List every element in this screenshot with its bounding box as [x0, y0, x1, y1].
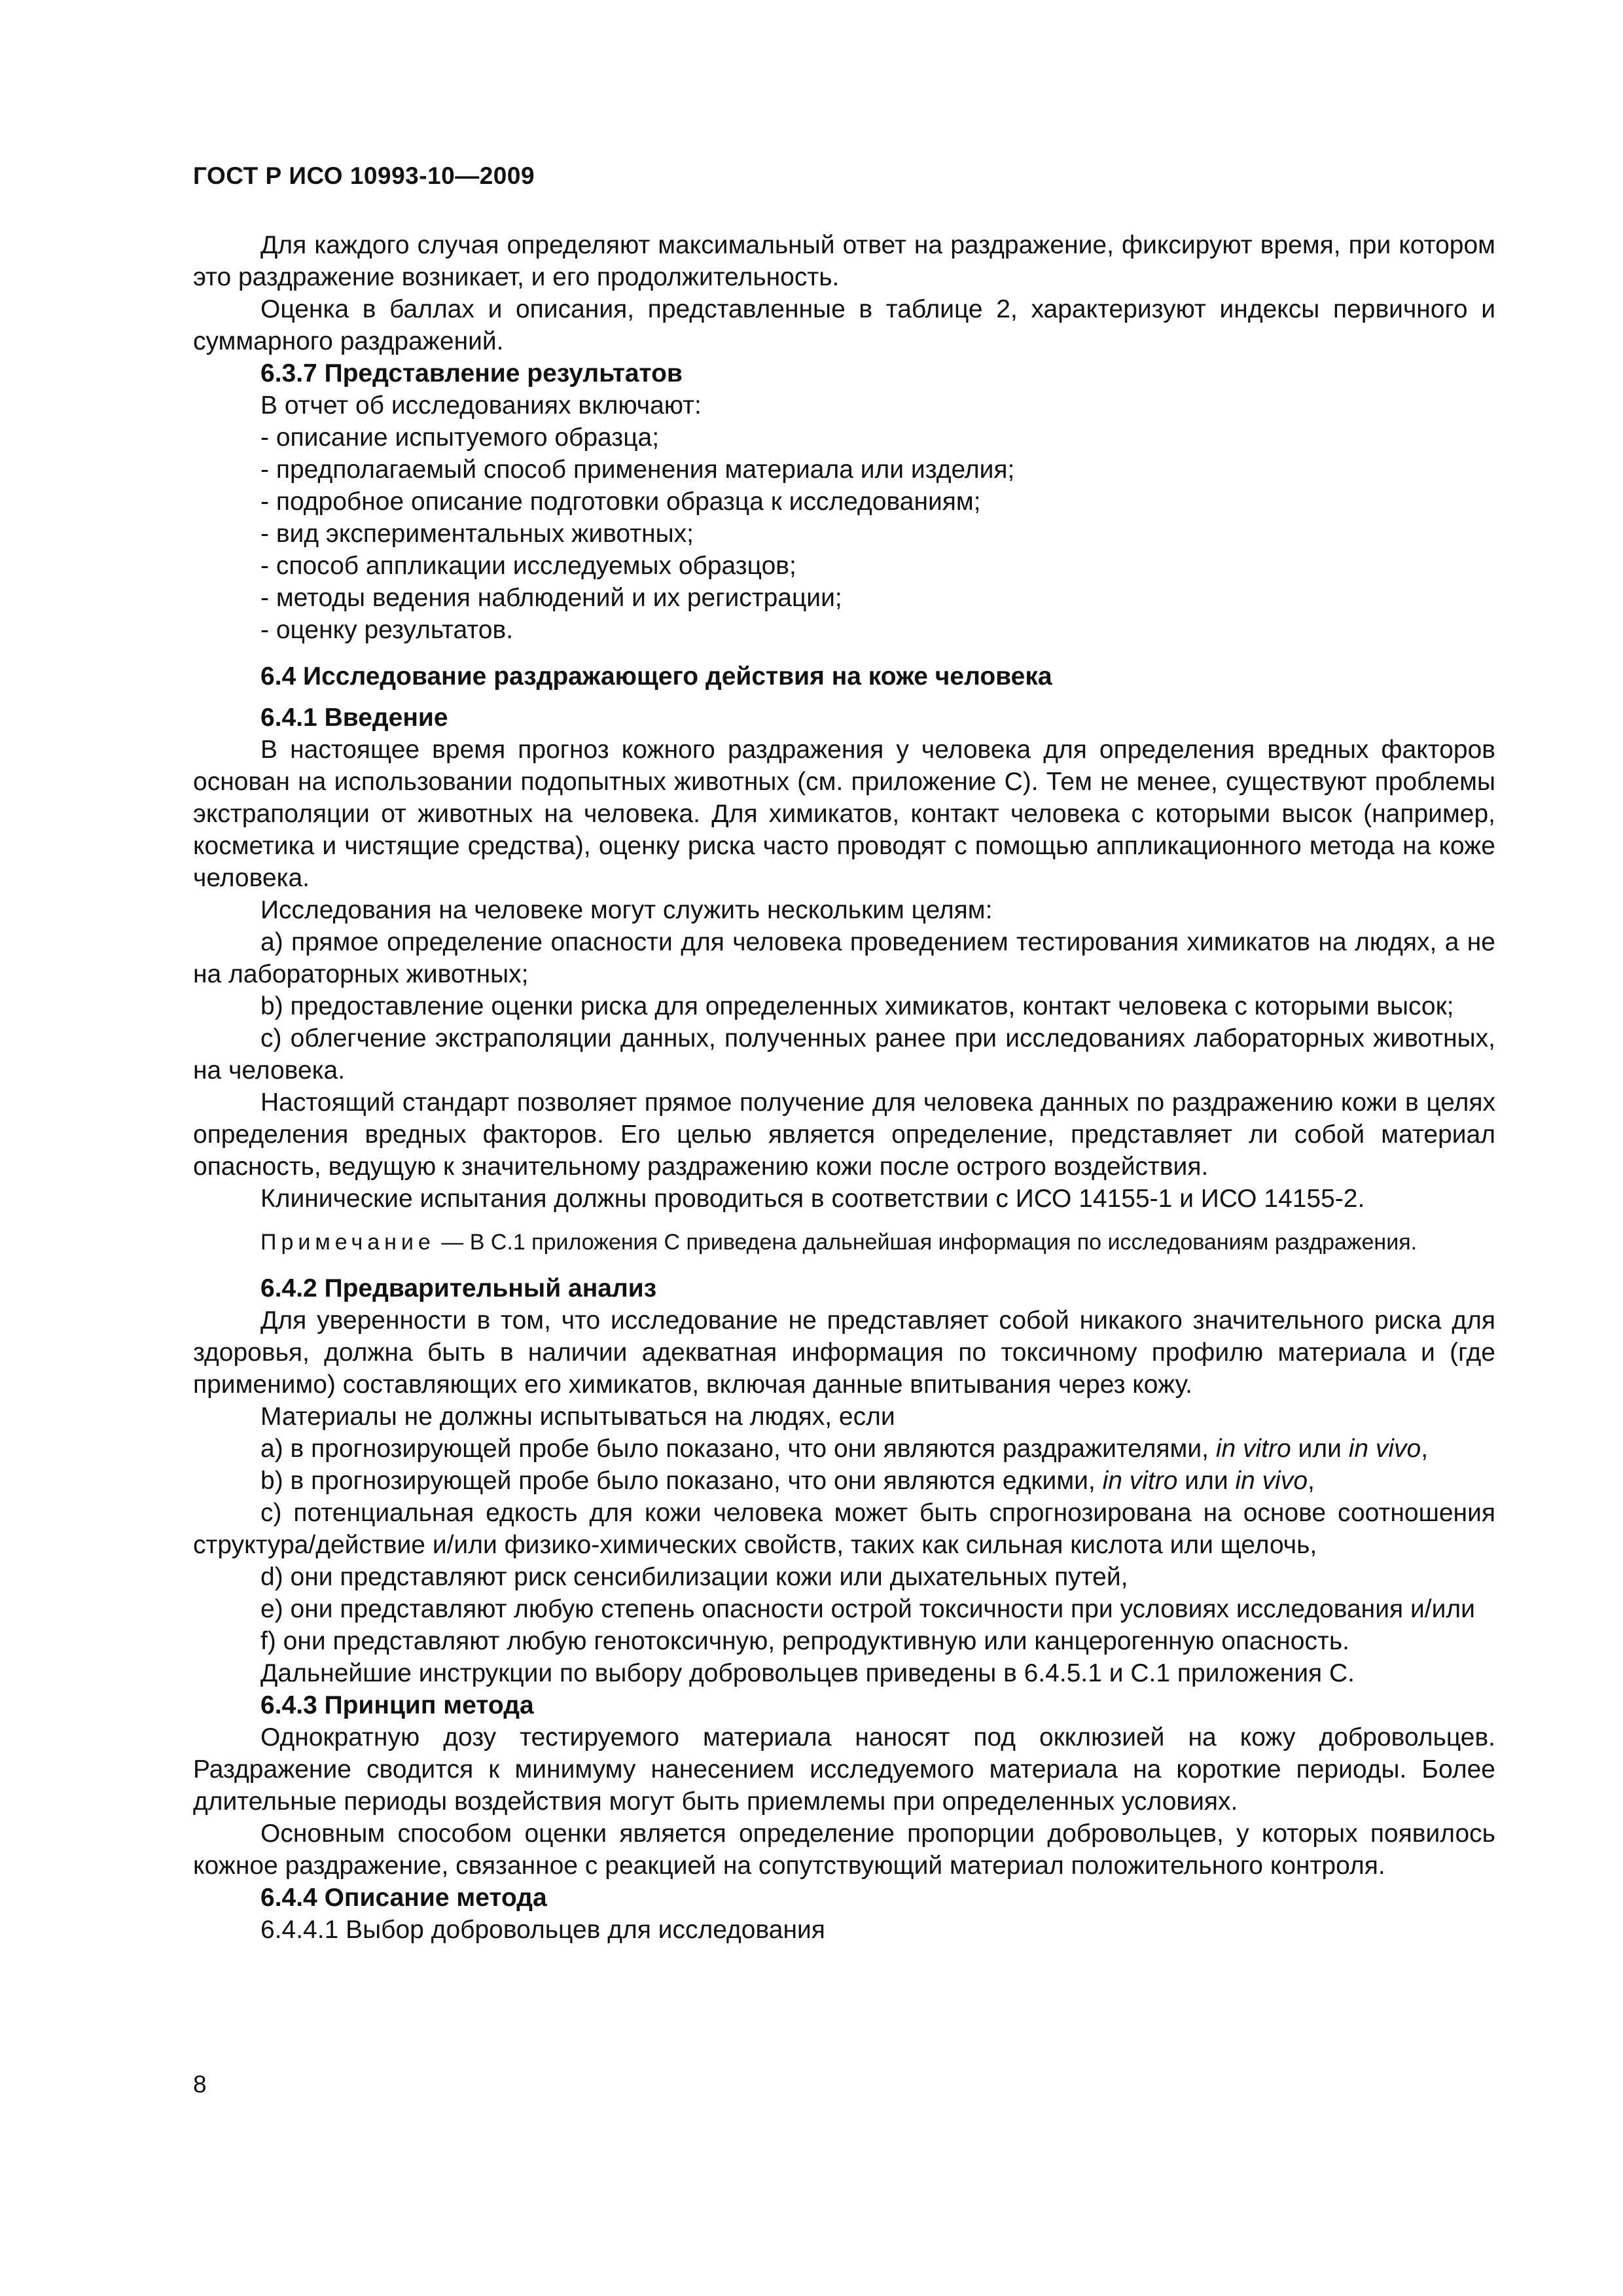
section-heading-6-3-7: 6.3.7 Представление результатов	[260, 359, 683, 387]
paragraph: Дальнейшие инструкции по выбору добровольцев приведены в 6.4.5.1 и С.1 приложения С.	[260, 1659, 1355, 1687]
list-item: - предполагаемый способ применения материала или изделия;	[260, 456, 1015, 484]
list-item: - подробное описание подготовки образца к исследованиям;	[260, 488, 981, 516]
paragraph: Оценка в баллах и описания, представленные в таблице 2, характеризуют индексы первичного и суммарного раздражений.	[193, 295, 1495, 355]
paragraph: Основным способом оценки является определение пропорции добровольцев, у которых появилось кожное раздражение, связанное с реакцией на сопутствующий материал положительного контроля.	[193, 1820, 1495, 1880]
list-item: - методы ведения наблюдений и их регистрации;	[260, 584, 842, 612]
list-item: с) облегчение экстраполяции данных, полученных ранее при исследованиях лабораторных животных, на человека.	[193, 1024, 1495, 1085]
list-item: d) они представляют риск сенсибилизации кожи или дыхательных путей,	[260, 1563, 1128, 1591]
list-item: - вид экспериментальных животных;	[260, 520, 694, 548]
list-item: b) предоставление оценки риска для определенных химикатов, контакт человека с которыми высок;	[260, 992, 1454, 1020]
list-item	[193, 1433, 1495, 1465]
paragraph: Однократную дозу тестируемого материала наносят под окклюзией на кожу добровольцев. Раздражение сводится к минимуму нанесением исследуемого материала на короткие периоды. Более длительные периоды воздействия могут быть приемлемы при определенных условиях.	[193, 1723, 1495, 1816]
section-heading-6-4: 6.4 Исследование раздражающего действия на коже человека	[260, 662, 1052, 691]
paragraph: Для каждого случая определяют максимальный ответ на раздражение, фиксируют время, при котором это раздражение возникает, и его продолжительность.	[193, 231, 1495, 291]
section-heading-6-4-1: 6.4.1 Введение	[260, 704, 448, 732]
list-item: - описание испытуемого образца;	[260, 423, 660, 452]
list-item: с) потенциальная едкость для кожи человека может быть спрогнозирована на основе соотношения структура/действие и/или физико-химических свойств, таких как сильная кислота или щелочь,	[193, 1499, 1495, 1559]
paragraph: В настоящее время прогноз кожного раздражения у человека для определения вредных факторов основан на использовании подопытных животных (см. приложение С). Тем не менее, существуют проблемы экстраполяции от животных на человека. Для химикатов, контакт человека с которыми высок (например, косметика и чистящие средства), оценку риска часто проводят с помощью аппликационного метода на коже человека.	[193, 736, 1495, 892]
text: b) в прогнозирующей пробе было показано, что они являются едкими,	[260, 1467, 1103, 1495]
paragraph: Материалы не должны испытываться на людях, если	[260, 1403, 895, 1431]
note	[193, 1228, 1495, 1257]
list-item: е) они представляют любую степень опасности острой токсичности при условиях исследования и/или	[260, 1595, 1475, 1623]
paragraph: Исследования на человеке могут служить нескольким целям:	[260, 896, 993, 924]
italic-text: in vivo	[1235, 1467, 1308, 1495]
paragraph: Клинические испытания должны проводиться в соответствии с ИСО 14155-1 и ИСО 14155-2.	[260, 1185, 1365, 1213]
document-body	[193, 229, 1495, 1946]
text: ,	[1308, 1467, 1315, 1495]
list-item: - оценку результатов.	[260, 616, 514, 644]
italic-text: in vivo	[1348, 1435, 1421, 1463]
section-heading-6-4-3: 6.4.3 Принцип метода	[260, 1691, 534, 1719]
text: или	[1291, 1435, 1349, 1463]
note-text: — В С.1 приложения С приведена дальнейшая информация по исследованиям раздражения.	[435, 1230, 1418, 1255]
text: или	[1177, 1467, 1236, 1495]
list-item: - способ аппликации исследуемых образцов;	[260, 552, 796, 580]
text: ,	[1421, 1435, 1429, 1463]
text: а) в прогнозирующей пробе было показано, что они являются раздражителями,	[260, 1435, 1216, 1463]
section-heading-6-4-4: 6.4.4 Описание метода	[260, 1884, 547, 1912]
document-header: ГОСТ Р ИСО 10993-10—2009	[193, 162, 535, 189]
section-heading-6-4-2: 6.4.2 Предварительный анализ	[260, 1274, 657, 1302]
note-label: Примечание	[260, 1230, 435, 1255]
subsection-heading-6-4-4-1: 6.4.4.1 Выбор добровольцев для исследования	[260, 1916, 825, 1944]
page-number: 8	[193, 2071, 207, 2098]
paragraph: Для уверенности в том, что исследование не представляет собой никакого значительного риска для здоровья, должна быть в наличии адекватная информация по токсичному профилю материала и (где применимо) составляющих его химикатов, включая данные впитывания через кожу.	[193, 1306, 1495, 1399]
italic-text: in vitro	[1215, 1435, 1291, 1463]
paragraph: Настоящий стандарт позволяет прямое получение для человека данных по раздражению кожи в целях определения вредных факторов. Его целью является определение, представляет ли собой материал опасность, ведущую к значительному раздражению кожи после острого воздействия.	[193, 1088, 1495, 1181]
italic-text: in vitro	[1102, 1467, 1178, 1495]
list-item: f) они представляют любую генотоксичную, репродуктивную или канцерогенную опасность.	[260, 1627, 1349, 1655]
list-item	[193, 1465, 1495, 1497]
list-item: а) прямое определение опасности для человека проведением тестирования химикатов на людях, а не на лабораторных животных;	[193, 928, 1495, 988]
paragraph: В отчет об исследованиях включают:	[260, 391, 702, 420]
